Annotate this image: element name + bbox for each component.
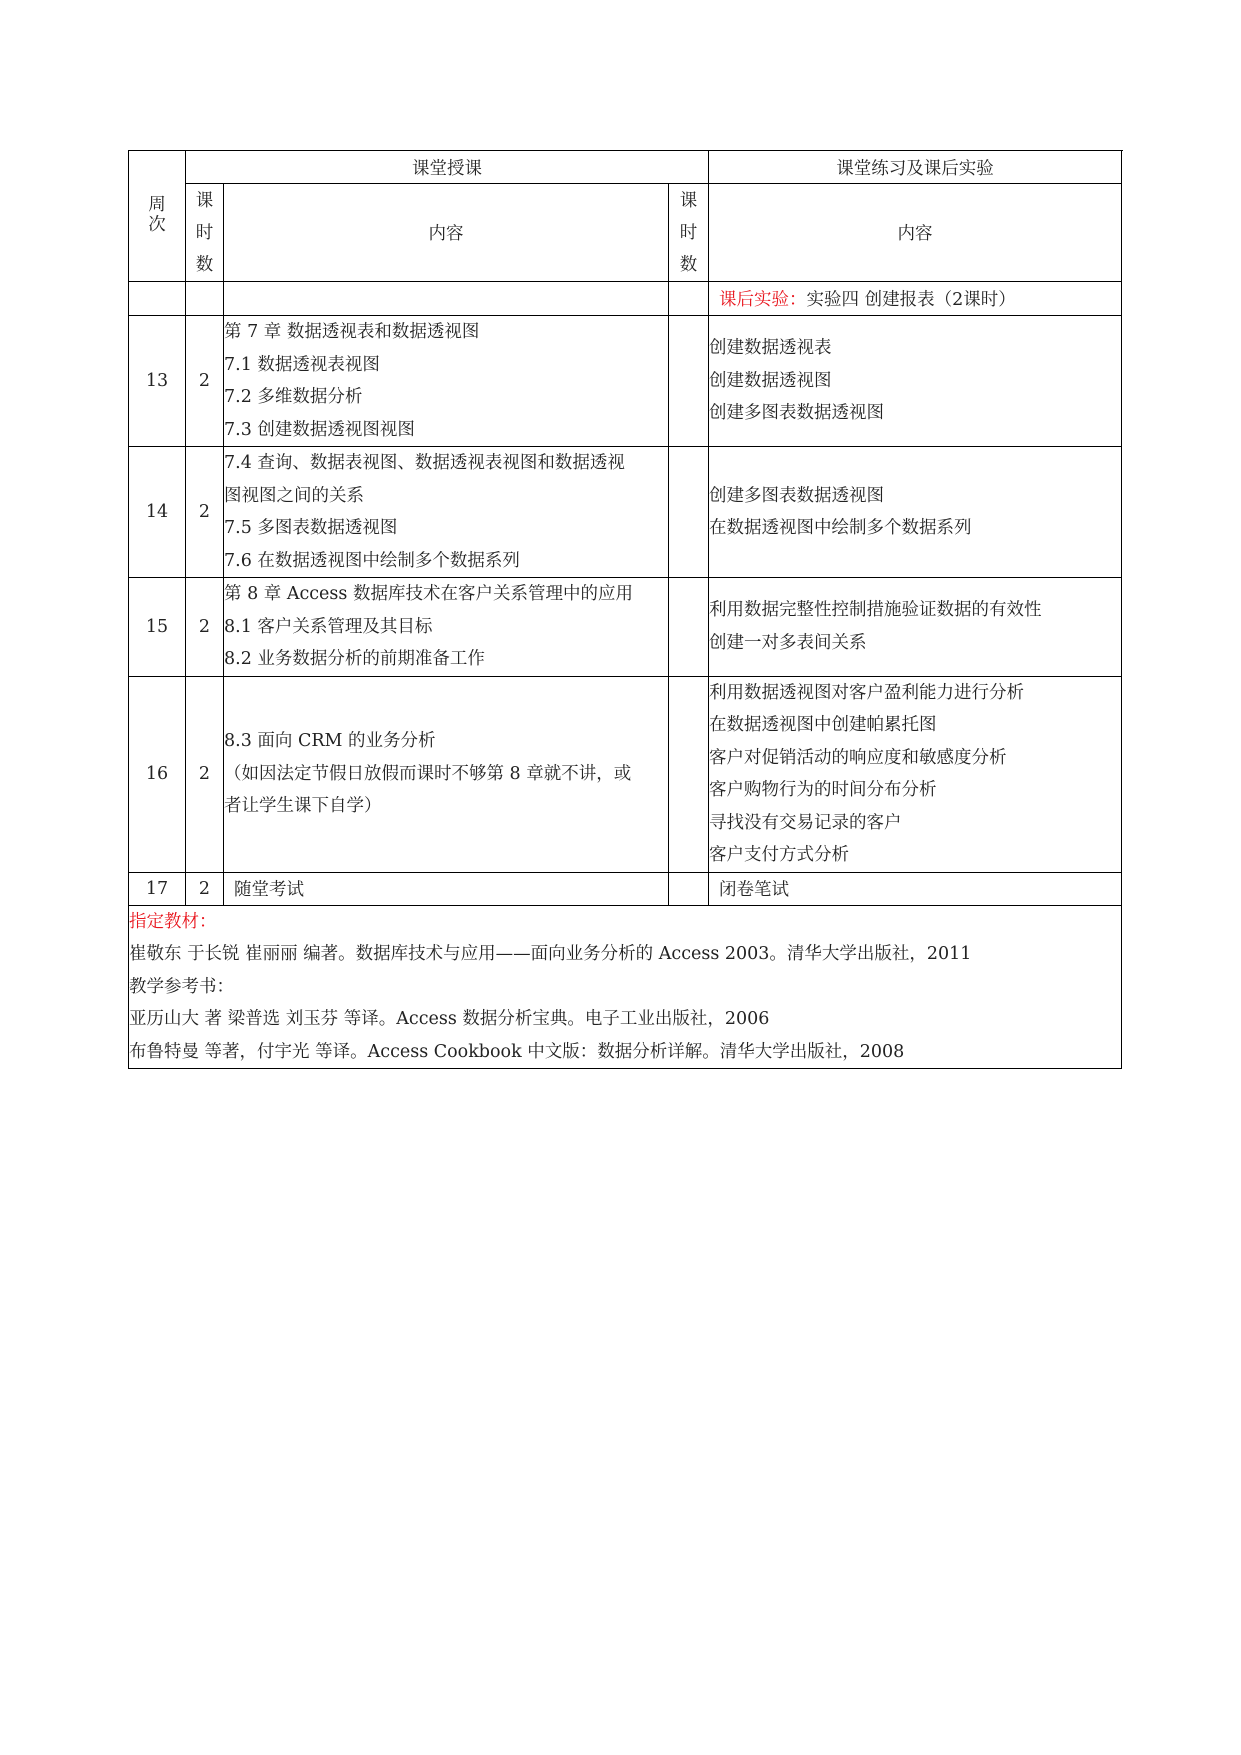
- header-row-1: [129, 151, 1122, 184]
- lecture-line: 7.5 多图表数据透视图: [224, 518, 398, 538]
- lab-text: 实验四 创建报表（2课时）: [806, 290, 1016, 310]
- lecture-cell: [224, 316, 669, 447]
- hours-cell: 2: [186, 447, 224, 578]
- reference-1: 亚历山大 著 梁普选 刘玉芬 等译。Access 数据分析宝典。电子工业出版社，2006: [129, 1009, 770, 1029]
- week-cell: 15: [129, 578, 186, 677]
- textbook-label: 指定教材：: [129, 911, 217, 932]
- lecture-line: 8.3 面向 CRM 的业务分析: [224, 731, 436, 752]
- textbook-text: 崔敬东 于长锐 崔丽丽 编著。数据库技术与应用——面向业务分析的 Access 2003。清华大学出版社，2011: [129, 944, 972, 964]
- empty-cell: [186, 282, 224, 316]
- empty-cell: [669, 578, 709, 677]
- practice-cell: 闭卷笔试: [709, 872, 1122, 905]
- lecture-cell: [224, 447, 669, 578]
- practice-cell: [709, 447, 1122, 578]
- notes-row: [129, 905, 1122, 1069]
- practice-line: 客户购物行为的时间分布分析: [709, 780, 937, 800]
- table-row: [129, 872, 1122, 905]
- week-header-char-1: 周: [148, 195, 166, 215]
- table-row: [129, 578, 1122, 677]
- week-cell: 13: [129, 316, 186, 447]
- practice-line: 利用数据透视图对客户盈利能力进行分析: [709, 682, 1025, 703]
- practice-cell: [709, 676, 1122, 872]
- lecture-line: （如因法定节假日放假而课时不够第 8 章就不讲，或: [224, 763, 632, 784]
- hours-char: 数: [679, 254, 698, 275]
- lecture-line: 第 8 章 Access 数据库技术在客户关系管理中的应用: [224, 584, 633, 604]
- lecture-line: 7.2 多维数据分析: [224, 387, 363, 407]
- lecture-cell: [224, 578, 669, 677]
- practice-line: 创建数据透视图: [709, 370, 832, 391]
- table-row: [129, 447, 1122, 578]
- week-header: [129, 151, 186, 282]
- lecture-line: 7.1 数据透视表视图: [224, 354, 380, 375]
- hours-char: 课: [195, 190, 214, 211]
- table-row: [129, 316, 1122, 447]
- practice-line: 客户对促销活动的响应度和敏感度分析: [709, 747, 1007, 768]
- week-cell: 14: [129, 447, 186, 578]
- empty-cell: [669, 282, 709, 316]
- practice-line: 创建一对多表间关系: [709, 632, 867, 653]
- lab-cell: [709, 282, 1122, 316]
- hours-cell: 2: [186, 676, 224, 872]
- lecture-line: 图视图之间的关系: [224, 485, 364, 506]
- lecture-line: 7.3 创建数据透视图视图: [224, 419, 415, 440]
- lab-label: 课后实验：: [719, 290, 807, 310]
- practice-line: 客户支付方式分析: [709, 845, 850, 865]
- practice-cell: [709, 578, 1122, 677]
- practice-line: 创建数据透视表: [709, 338, 832, 359]
- reference-label: 教学参考书：: [129, 976, 234, 997]
- lecture-group-header: 课堂授课: [186, 151, 709, 184]
- lecture-line: 者让学生课下自学）: [224, 796, 382, 817]
- pre-row: [129, 282, 1122, 316]
- practice-content-header: 内容: [709, 184, 1122, 282]
- practice-group-header: 课堂练习及课后实验: [709, 151, 1122, 184]
- empty-cell: [669, 872, 709, 905]
- week-header-char-2: 次: [148, 215, 166, 235]
- notes-cell: [129, 905, 1122, 1069]
- hours-char: 数: [195, 254, 214, 275]
- hours-cell: 2: [186, 578, 224, 677]
- empty-cell: [129, 282, 186, 316]
- hours-cell: 2: [186, 872, 224, 905]
- practice-line: 寻找没有交易记录的客户: [709, 812, 902, 833]
- empty-cell: [669, 316, 709, 447]
- hours-cell: 2: [186, 316, 224, 447]
- hours-char: 时: [195, 222, 214, 243]
- week-cell: 17: [129, 872, 186, 905]
- lecture-cell: 随堂考试: [224, 872, 669, 905]
- practice-line: 创建多图表数据透视图: [709, 403, 885, 424]
- practice-hours-header: [669, 184, 709, 282]
- header-row-2: [129, 184, 1122, 282]
- practice-line: 在数据透视图中创建帕累托图: [709, 715, 937, 735]
- lecture-hours-header: [186, 184, 224, 282]
- empty-cell: [669, 676, 709, 872]
- week-cell: 16: [129, 676, 186, 872]
- schedule-table: [128, 150, 1122, 1069]
- hours-char: 时: [679, 222, 698, 243]
- practice-line: 在数据透视图中绘制多个数据系列: [709, 518, 972, 538]
- lecture-line: 8.2 业务数据分析的前期准备工作: [224, 649, 485, 669]
- lecture-cell: [224, 676, 669, 872]
- lecture-line: 7.6 在数据透视图中绘制多个数据系列: [224, 550, 520, 571]
- practice-cell: [709, 316, 1122, 447]
- table-row: [129, 676, 1122, 872]
- reference-2: 布鲁特曼 等著，付宇光 等译。Access Cookbook 中文版：数据分析详解。清华大学出版社，2008: [129, 1041, 905, 1062]
- lecture-content-header: 内容: [224, 184, 669, 282]
- lecture-line: 8.1 客户关系管理及其目标: [224, 616, 433, 637]
- practice-line: 利用数据完整性控制措施验证数据的有效性: [709, 600, 1042, 621]
- lecture-line: 7.4 查询、数据表视图、数据透视表视图和数据透视: [224, 453, 625, 473]
- lecture-line: 第 7 章 数据透视表和数据透视图: [224, 322, 480, 342]
- empty-cell: [669, 447, 709, 578]
- empty-cell: [224, 282, 669, 316]
- practice-line: 创建多图表数据透视图: [709, 485, 885, 506]
- hours-char: 课: [679, 190, 698, 211]
